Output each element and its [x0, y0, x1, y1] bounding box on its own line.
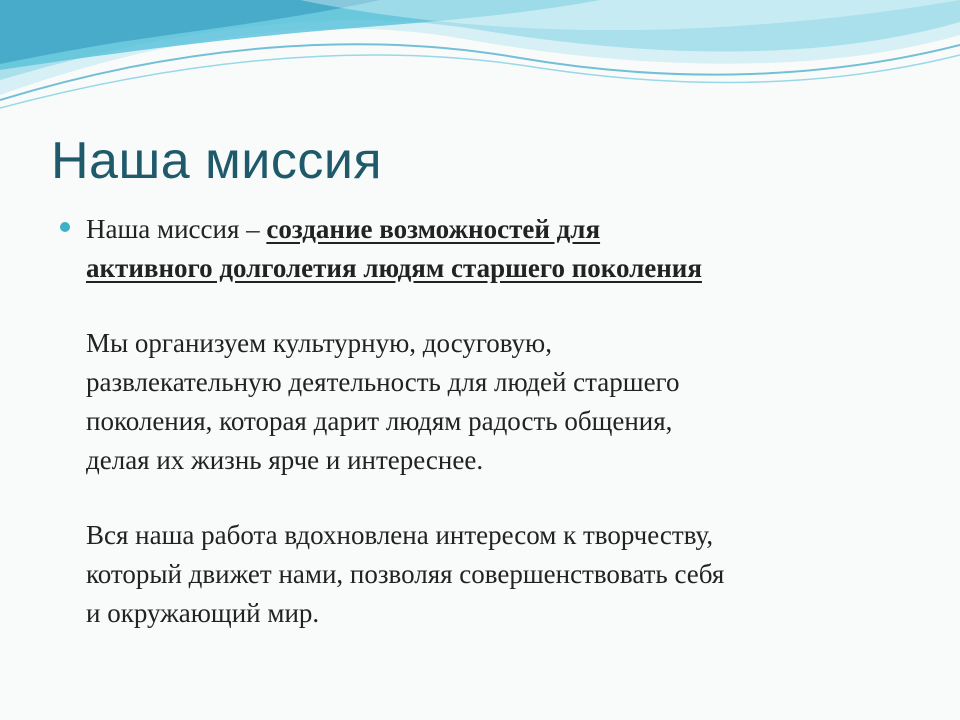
mission-line-1 — [86, 210, 916, 249]
mission-lead: Наша миссия – — [86, 214, 267, 244]
mission-statement — [86, 210, 916, 288]
paragraph-1-line-2: развлекательную деятельность для людей старшего — [86, 367, 680, 397]
paragraph-1-line-3: поколения, которая дарит людям радость общения, — [86, 406, 673, 436]
paragraph-2-line-1: Вся наша работа вдохновлена интересом к творчеству, — [86, 520, 714, 550]
paragraph-1-line-4: делая их жизнь ярче и интереснее. — [86, 445, 484, 475]
paragraph-activities — [86, 324, 916, 480]
mission-emphasis-1: создание возможностей для — [266, 214, 601, 244]
mission-emphasis-2: активного долголетия людям старшего поколения — [86, 253, 702, 283]
paragraph-1-line-1: Мы организуем культурную, досуговую, — [86, 328, 552, 358]
paragraph-2-line-3: и окружающий мир. — [86, 598, 320, 628]
paragraph-inspiration — [86, 516, 916, 633]
mission-content — [86, 210, 916, 633]
slide-title: Наша миссия — [51, 132, 383, 190]
wave-decoration-icon — [0, 0, 960, 120]
spacer — [86, 480, 916, 516]
paragraph-2-line-2: который движет нами, позволяя совершенствовать себя — [86, 559, 725, 589]
spacer — [86, 288, 916, 324]
circle-bullet-icon — [60, 222, 70, 232]
